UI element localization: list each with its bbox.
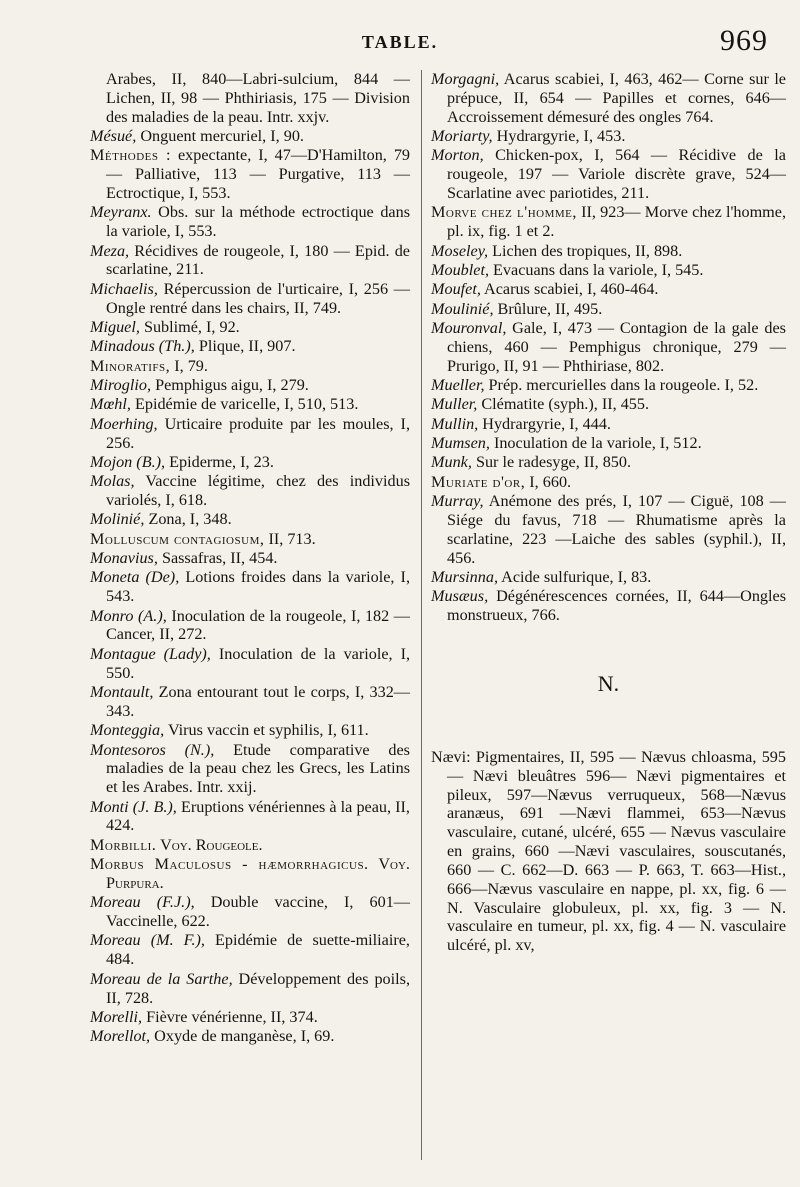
entry-text: Fièvre vénérienne, II, 374. (142, 1007, 318, 1026)
index-entry (90, 357, 410, 376)
entry-headword: Monti (J. B.), (90, 797, 177, 816)
entry-text: Epidémie de varicelle, I, 510, 513. (130, 395, 359, 414)
entry-text: Zona, I, 348. (144, 510, 232, 529)
entry-headword: Miroglio, (90, 376, 152, 394)
entry-headword: Meza, (90, 241, 130, 260)
entry-headword: Montesoros (N.), (90, 740, 215, 759)
entry-text: Etude comparative des maladies de la peau chez les Grecs, les Latins et les Arabes. Intr. xxij. (106, 740, 410, 797)
entry-text: Hydrargyrie, I, 444. (478, 414, 611, 433)
entry-text: I, 660. (525, 472, 572, 491)
entry-headword: Mullin, (431, 414, 479, 433)
entry-text: Obs. sur la méthode ectroctique dans la variole, I, 553. (106, 203, 410, 241)
entry-headword: Minoratifs, (90, 356, 171, 375)
index-entry (90, 337, 410, 356)
entry-text: Epidémie de suette-miliaire, 484. (106, 931, 410, 969)
index-entry (90, 1027, 410, 1046)
entry-headword: Moreau de la Sarthe, (90, 969, 233, 988)
entry-text: Lotions froides dans la variole, I, 543. (106, 568, 410, 606)
index-entry (90, 836, 410, 855)
entry-text: I, 79. (170, 356, 208, 375)
index-entry (90, 568, 410, 606)
page-number: 969 (720, 24, 768, 57)
index-entry (90, 395, 410, 414)
entry-headword: Michaelis, (90, 279, 158, 298)
entry-text: Acide sulfurique, I, 83. (498, 567, 652, 586)
index-entry (431, 453, 786, 472)
entry-text: Sur le radesyge, II, 850. (471, 453, 632, 472)
entry-text: Anémone des prés, I, 107 — Ciguë, 108 — Siége du favus, 718 — Rhumatisme après la scarlatine, 223 —Laiche des sables (syphil.), II, 456. (447, 492, 786, 567)
index-entry (431, 203, 786, 241)
index-entry (431, 146, 786, 203)
entry-headword: Molluscum contagiosum, (90, 529, 265, 548)
entry-text: Récidives de rougeole, I, 180 — Epid. de scarlatine, 211. (106, 241, 410, 279)
index-entry (431, 434, 786, 453)
entry-headword: Morellot, (90, 1027, 151, 1046)
entry-text: Onguent mercuriel, I, 90. (136, 127, 304, 146)
entry-headword: Minadous (Th.), (90, 337, 195, 356)
entry-headword: Moneta (De), (90, 568, 180, 587)
entry-headword: Montague (Lady), (90, 644, 211, 663)
entry-headword: Meyranx. (90, 203, 152, 222)
entry-headword: Morbus Maculosus - hæmorrhagicus. (90, 855, 369, 874)
entry-text: Acarus scabiei, I, 463, 462— Corne sur le prépuce, II, 654 — Papilles et cornes, 646—Accroissement démesuré des ongles 764. (447, 70, 786, 126)
entry-text: Développement des poils, II, 728. (106, 969, 410, 1007)
entry-headword: Morelli, (90, 1007, 143, 1026)
entry-text: Chicken-pox, I, 564 — Récidive de la rougeole, 197 — Variole discrète grave, 524—Scarlatine avec pariotides, 211. (447, 146, 786, 203)
index-entry (90, 472, 410, 510)
entry-text: Prép. mercurielles dans la rougeole. I, 52. (484, 376, 759, 394)
entry-text: Arabes, II, 840—Labri-sulcium, 844 — Lichen, II, 98 — Phthiriasis, 175 — Division des maladies de la peau. Intr. xxjv. (106, 70, 410, 126)
entry-text: Vaccine légitime, chez des individus variolés, I, 618. (106, 472, 410, 510)
index-entry (90, 798, 410, 836)
entry-headword: Murray, (431, 492, 484, 511)
entry-text: Brûlure, II, 495. (493, 299, 603, 318)
entry-text: Oxyde de manganèse, I, 69. (150, 1027, 335, 1046)
entry-headword: Munk, (431, 453, 472, 472)
index-entry (90, 280, 410, 318)
right-column (431, 70, 786, 956)
entry-headword: Moriarty, (431, 127, 493, 146)
entry-text: Virus vaccin et syphilis, I, 611. (164, 721, 369, 740)
entry-text: Lichen des tropiques, II, 898. (488, 241, 683, 260)
page-header (0, 24, 800, 68)
entry-headword: Musæus, (431, 587, 489, 606)
index-entry (431, 415, 786, 434)
index-entry (90, 203, 410, 241)
column-divider (421, 70, 422, 1160)
index-entry (90, 741, 410, 798)
entry-headword: Moulinié, (431, 299, 494, 318)
entry-headword: Muriate d'or, (431, 472, 526, 491)
index-entry (431, 70, 786, 127)
entry-text: Inoculation de la rougeole, I, 182 — Cancer, II, 272. (106, 606, 410, 644)
index-entry (431, 319, 786, 376)
index-entry (90, 318, 410, 337)
index-entry (431, 473, 786, 492)
entry-headword: Morgagni, (431, 70, 500, 88)
index-entry (90, 855, 410, 893)
entry-text: Pemphigus aigu, I, 279. (151, 376, 309, 394)
entry-text: Evacuans dans la variole, I, 545. (489, 260, 704, 279)
entry-headword: Moreau (M. F.), (90, 931, 205, 950)
index-entry (431, 280, 786, 299)
entry-headword: Montault, (90, 683, 154, 701)
entry-headword: Mumsen, (431, 434, 490, 453)
index-entry (431, 395, 786, 414)
index-entry (431, 748, 786, 955)
entry-headword: Moublet, (431, 260, 489, 279)
section-letter: N. (597, 670, 620, 696)
index-entry (90, 146, 410, 203)
index-entry (90, 453, 410, 472)
index-entry (90, 70, 410, 127)
index-entry (431, 492, 786, 567)
entry-headword: Méthodes : (90, 146, 171, 165)
index-entry (90, 721, 410, 740)
entry-text: Voy. Purpura. (106, 855, 410, 892)
entry-headword: Mœhl, (90, 395, 131, 414)
entry-text: expectante, I, 47—D'Hamilton, 79 — Palliative, 113 — Purgative, 113 —Ectroctique, I, 553. (106, 146, 411, 203)
left-column (90, 70, 410, 1047)
index-entry (431, 127, 786, 146)
entry-headword: Moseley, (431, 241, 489, 260)
index-entry (90, 893, 410, 931)
index-entry (90, 607, 410, 645)
entry-headword: Monavius, (90, 549, 158, 568)
entry-headword: Monro (A.), (90, 606, 167, 625)
entry-text: Urticaire produite par les moules, I, 256. (106, 414, 410, 452)
index-entry (90, 1008, 410, 1027)
entry-text: Epiderme, I, 23. (165, 452, 274, 471)
index-entry (90, 549, 410, 568)
index-entry (431, 376, 786, 395)
index-entry (431, 242, 786, 261)
entry-text: Nævi: Pigmentaires, II, 595 — Nævus chloasma, 595 — Nævi bleuâtres 596— Nævi pigmentaires et pileux, 597—Nævus verruqueux, 568—Nævus aranæus, 691 —Nævi flammei, 653—Nævus vasculaire, cutané, ulcéré, 655 — Nævus vasculaire en grains, 660 —Nævi vasculaires, souscutanés, 660 — C. 662—D. 663 — P. 663, T. 663—Hist., 666—Nævus vasculaire en nappe, pl. xx, fig. 6 — N. Vasculaire globuleux, pl. xx, fig. 3 — N. vasculaire en tumeur, pl. xx, fig. 4 — N. vasculaire ulcéré, pl. xv, (431, 747, 786, 955)
index-entry (431, 300, 786, 319)
entry-text: Hydrargyrie, I, 453. (492, 127, 626, 146)
running-title: TABLE. (361, 32, 439, 52)
entry-text: Sublimé, I, 92. (139, 317, 240, 336)
entry-text: II, 923— Morve chez l'homme, pl. ix, fig. 1 et 2. (447, 203, 786, 241)
entry-text: Dégénérescences cornées, II, 644—Ongles monstrueux, 766. (447, 587, 786, 625)
entry-headword: Mésué, (90, 127, 137, 146)
entry-text: Zona entourant tout le corps, I, 332— 343. (106, 683, 410, 720)
index-entry (90, 242, 410, 280)
entry-text: Gale, I, 473 — Contagion de la gale des chiens, 460 — Pemphigus chronique, 279 — Prurigo, II, 91 — Phthiriase, 802. (447, 318, 786, 375)
index-entry (90, 510, 410, 529)
entry-text: Inoculation de la variole, I, 550. (106, 644, 411, 682)
entry-headword: Mursinna, (431, 567, 499, 586)
index-entry (431, 261, 786, 280)
entry-text: Acarus scabiei, I, 460-464. (480, 280, 659, 299)
index-entry (90, 645, 410, 683)
index-entry (90, 127, 410, 146)
index-entry (90, 931, 410, 969)
index-entry (431, 568, 786, 587)
index-entry (431, 587, 786, 625)
entry-headword: Morve chez l'homme, (431, 203, 577, 222)
entry-headword: Mojon (B.), (90, 452, 166, 471)
entry-headword: Moerhing, (90, 414, 158, 433)
entry-text: Voy. Rougeole. (156, 835, 263, 854)
entry-headword: Muller, (431, 395, 478, 414)
entry-text: Eruptions vénériennes à la peau, II, 424. (106, 797, 410, 835)
entry-text: Plique, II, 907. (194, 337, 296, 356)
entry-text: Clématite (syph.), II, 455. (477, 395, 650, 414)
entry-headword: Mueller, (431, 376, 485, 394)
entry-headword: Monteggia, (90, 721, 165, 740)
index-entry (90, 970, 410, 1008)
entry-headword: Moufet, (431, 280, 481, 299)
entry-text: II, 713. (264, 529, 316, 548)
entry-headword: Morbilli. (90, 835, 157, 854)
entry-headword: Moreau (F.J.), (90, 893, 195, 912)
entry-headword: Miguel, (90, 317, 140, 336)
entry-text: Double vaccine, I, 601— Vaccinelle, 622. (106, 893, 410, 931)
entry-headword: Mouronval, (431, 318, 507, 337)
entry-text: Répercussion de l'urticaire, I, 256 — Ongle rentré dans les chairs, II, 749. (106, 279, 410, 317)
index-entry (90, 683, 410, 721)
entry-headword: Molinié, (90, 510, 145, 529)
index-entry (90, 530, 410, 549)
entry-headword: Molas, (90, 472, 135, 491)
entry-text: Inoculation de la variole, I, 512. (489, 434, 702, 453)
entry-headword: Morton, (431, 146, 484, 165)
index-entry (90, 376, 410, 395)
entry-text: Sassafras, II, 454. (157, 549, 278, 568)
index-entry (90, 415, 410, 453)
